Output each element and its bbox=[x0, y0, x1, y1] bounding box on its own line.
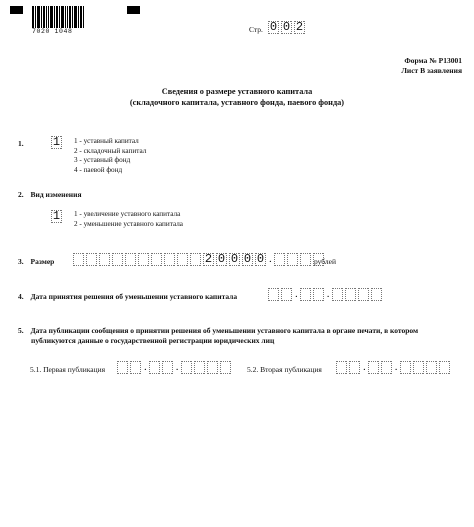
date-year-cell[interactable] bbox=[207, 361, 218, 374]
option: 2 - уменьшение уставного капитала bbox=[74, 219, 183, 228]
date-separator: . bbox=[175, 361, 179, 373]
date-year-cell[interactable] bbox=[413, 361, 424, 374]
date-month-cell[interactable] bbox=[381, 361, 392, 374]
second-publication-date-field bbox=[336, 361, 452, 374]
date-year-cell[interactable] bbox=[358, 288, 369, 301]
date-year-cell[interactable] bbox=[220, 361, 231, 374]
date-day-cell[interactable] bbox=[268, 288, 279, 301]
capital-type-field bbox=[51, 136, 64, 149]
date-separator: . bbox=[394, 361, 398, 373]
option: 2 - складочный капитал bbox=[74, 146, 147, 155]
date-month-cell[interactable] bbox=[149, 361, 160, 374]
date-separator: . bbox=[326, 288, 330, 300]
option: 3 - уставный фонд bbox=[74, 156, 131, 165]
option: 4 - паевой фонд bbox=[74, 165, 123, 174]
section4-heading bbox=[18, 292, 237, 301]
section1-number: 1. bbox=[18, 139, 24, 148]
first-publication-label: 5.1. Первая публикация bbox=[30, 365, 106, 374]
date-year-cell[interactable] bbox=[194, 361, 205, 374]
date-year-cell[interactable] bbox=[181, 361, 192, 374]
option: 1 - уставный капитал bbox=[74, 137, 139, 145]
page-title bbox=[0, 86, 474, 108]
change-type-options bbox=[74, 210, 183, 229]
fraction-digit-cell[interactable] bbox=[287, 253, 298, 266]
section5-heading bbox=[18, 326, 458, 346]
amount-digit-cell[interactable] bbox=[138, 253, 149, 266]
amount-digit-cell[interactable]: 0 bbox=[230, 252, 239, 266]
section4-number: 4. bbox=[18, 292, 24, 301]
form-title: Форма № Р13001 bbox=[404, 56, 462, 65]
amount-digit-cell[interactable] bbox=[112, 253, 123, 266]
sheet-title: Лист В заявления bbox=[401, 66, 462, 75]
section4-label: Дата принятия решения об уменьшении уставного капитала bbox=[30, 292, 238, 301]
date-month-cell[interactable] bbox=[162, 361, 173, 374]
date-year-cell[interactable] bbox=[345, 288, 356, 301]
fraction-digit-cell[interactable] bbox=[274, 253, 285, 266]
decision-date-field bbox=[268, 288, 384, 301]
date-month-cell[interactable] bbox=[313, 288, 324, 301]
date-month-cell[interactable] bbox=[300, 288, 311, 301]
second-publication-label: 5.2. Вторая публикация bbox=[247, 365, 322, 374]
section2-heading bbox=[18, 190, 82, 199]
date-day-cell[interactable] bbox=[281, 288, 292, 301]
barcode bbox=[32, 6, 86, 28]
registration-marker-right bbox=[127, 6, 140, 14]
amount-digit-cell[interactable] bbox=[177, 253, 188, 266]
date-day-cell[interactable] bbox=[130, 361, 141, 374]
date-year-cell[interactable] bbox=[400, 361, 411, 374]
section3-heading bbox=[18, 257, 54, 266]
capital-type-cell[interactable]: 1 bbox=[52, 135, 61, 149]
option: 1 - увеличение уставного капитала bbox=[74, 210, 181, 218]
currency-unit: рублей bbox=[314, 257, 337, 266]
section5-number: 5. bbox=[18, 326, 24, 335]
date-separator: . bbox=[363, 361, 366, 373]
page-digit-cell[interactable]: 0 bbox=[282, 20, 291, 34]
amount-digit-cell[interactable]: 0 bbox=[256, 252, 265, 266]
date-day-cell[interactable] bbox=[349, 361, 360, 374]
capital-type-options bbox=[74, 137, 146, 175]
first-publication-date-field bbox=[117, 361, 233, 374]
amount-digit-cell[interactable]: 0 bbox=[217, 252, 226, 266]
amount-digit-cell[interactable] bbox=[73, 253, 84, 266]
section2-label: Вид изменения bbox=[30, 190, 82, 199]
date-day-cell[interactable] bbox=[336, 361, 347, 374]
date-separator: . bbox=[295, 288, 298, 300]
amount-digit-cell[interactable]: 2 bbox=[204, 252, 213, 266]
amount-digit-cell[interactable]: 0 bbox=[243, 252, 252, 266]
section5-line2: публикуются данные о государственной регистрации юридических лиц bbox=[31, 336, 275, 345]
amount-digit-cell[interactable] bbox=[99, 253, 110, 266]
section5-line1: 5. Дата публикации сообщения о принятии решения об уменьшении уставного капитала в органе печати, в котором bbox=[18, 326, 419, 335]
amount-digit-cell[interactable] bbox=[151, 253, 162, 266]
amount-digit-cell[interactable] bbox=[164, 253, 175, 266]
fraction-digit-cell[interactable] bbox=[300, 253, 311, 266]
amount-digit-cell[interactable] bbox=[190, 253, 201, 266]
date-year-cell[interactable] bbox=[426, 361, 437, 374]
date-day-cell[interactable] bbox=[117, 361, 128, 374]
page-digit-cell[interactable]: 0 bbox=[269, 20, 278, 34]
section2-number: 2. bbox=[18, 190, 24, 199]
amount-digit-cell[interactable] bbox=[86, 253, 97, 266]
decimal-separator: . bbox=[269, 253, 272, 265]
section3-number: 3. bbox=[18, 257, 24, 266]
date-year-cell[interactable] bbox=[332, 288, 343, 301]
page-title-line1: Сведения о размере уставного капитала bbox=[161, 87, 313, 96]
page-digit-cell[interactable]: 2 bbox=[295, 20, 304, 34]
page-label: Стр. bbox=[249, 25, 263, 34]
page-number-field bbox=[268, 21, 307, 34]
date-month-cell[interactable] bbox=[368, 361, 379, 374]
registration-marker-left bbox=[10, 6, 23, 14]
barcode-number: 7020 1048 bbox=[32, 28, 73, 35]
change-type-field bbox=[51, 210, 64, 223]
date-year-cell[interactable] bbox=[371, 288, 382, 301]
section3-label: Размер bbox=[30, 257, 55, 266]
change-type-cell[interactable]: 1 bbox=[52, 209, 61, 223]
page-title-line2: (складочного капитала, уставного фонда, паевого фонда) bbox=[129, 98, 345, 107]
date-year-cell[interactable] bbox=[439, 361, 450, 374]
capital-amount-field bbox=[73, 253, 326, 266]
amount-digit-cell[interactable] bbox=[125, 253, 136, 266]
date-separator: . bbox=[144, 361, 147, 373]
